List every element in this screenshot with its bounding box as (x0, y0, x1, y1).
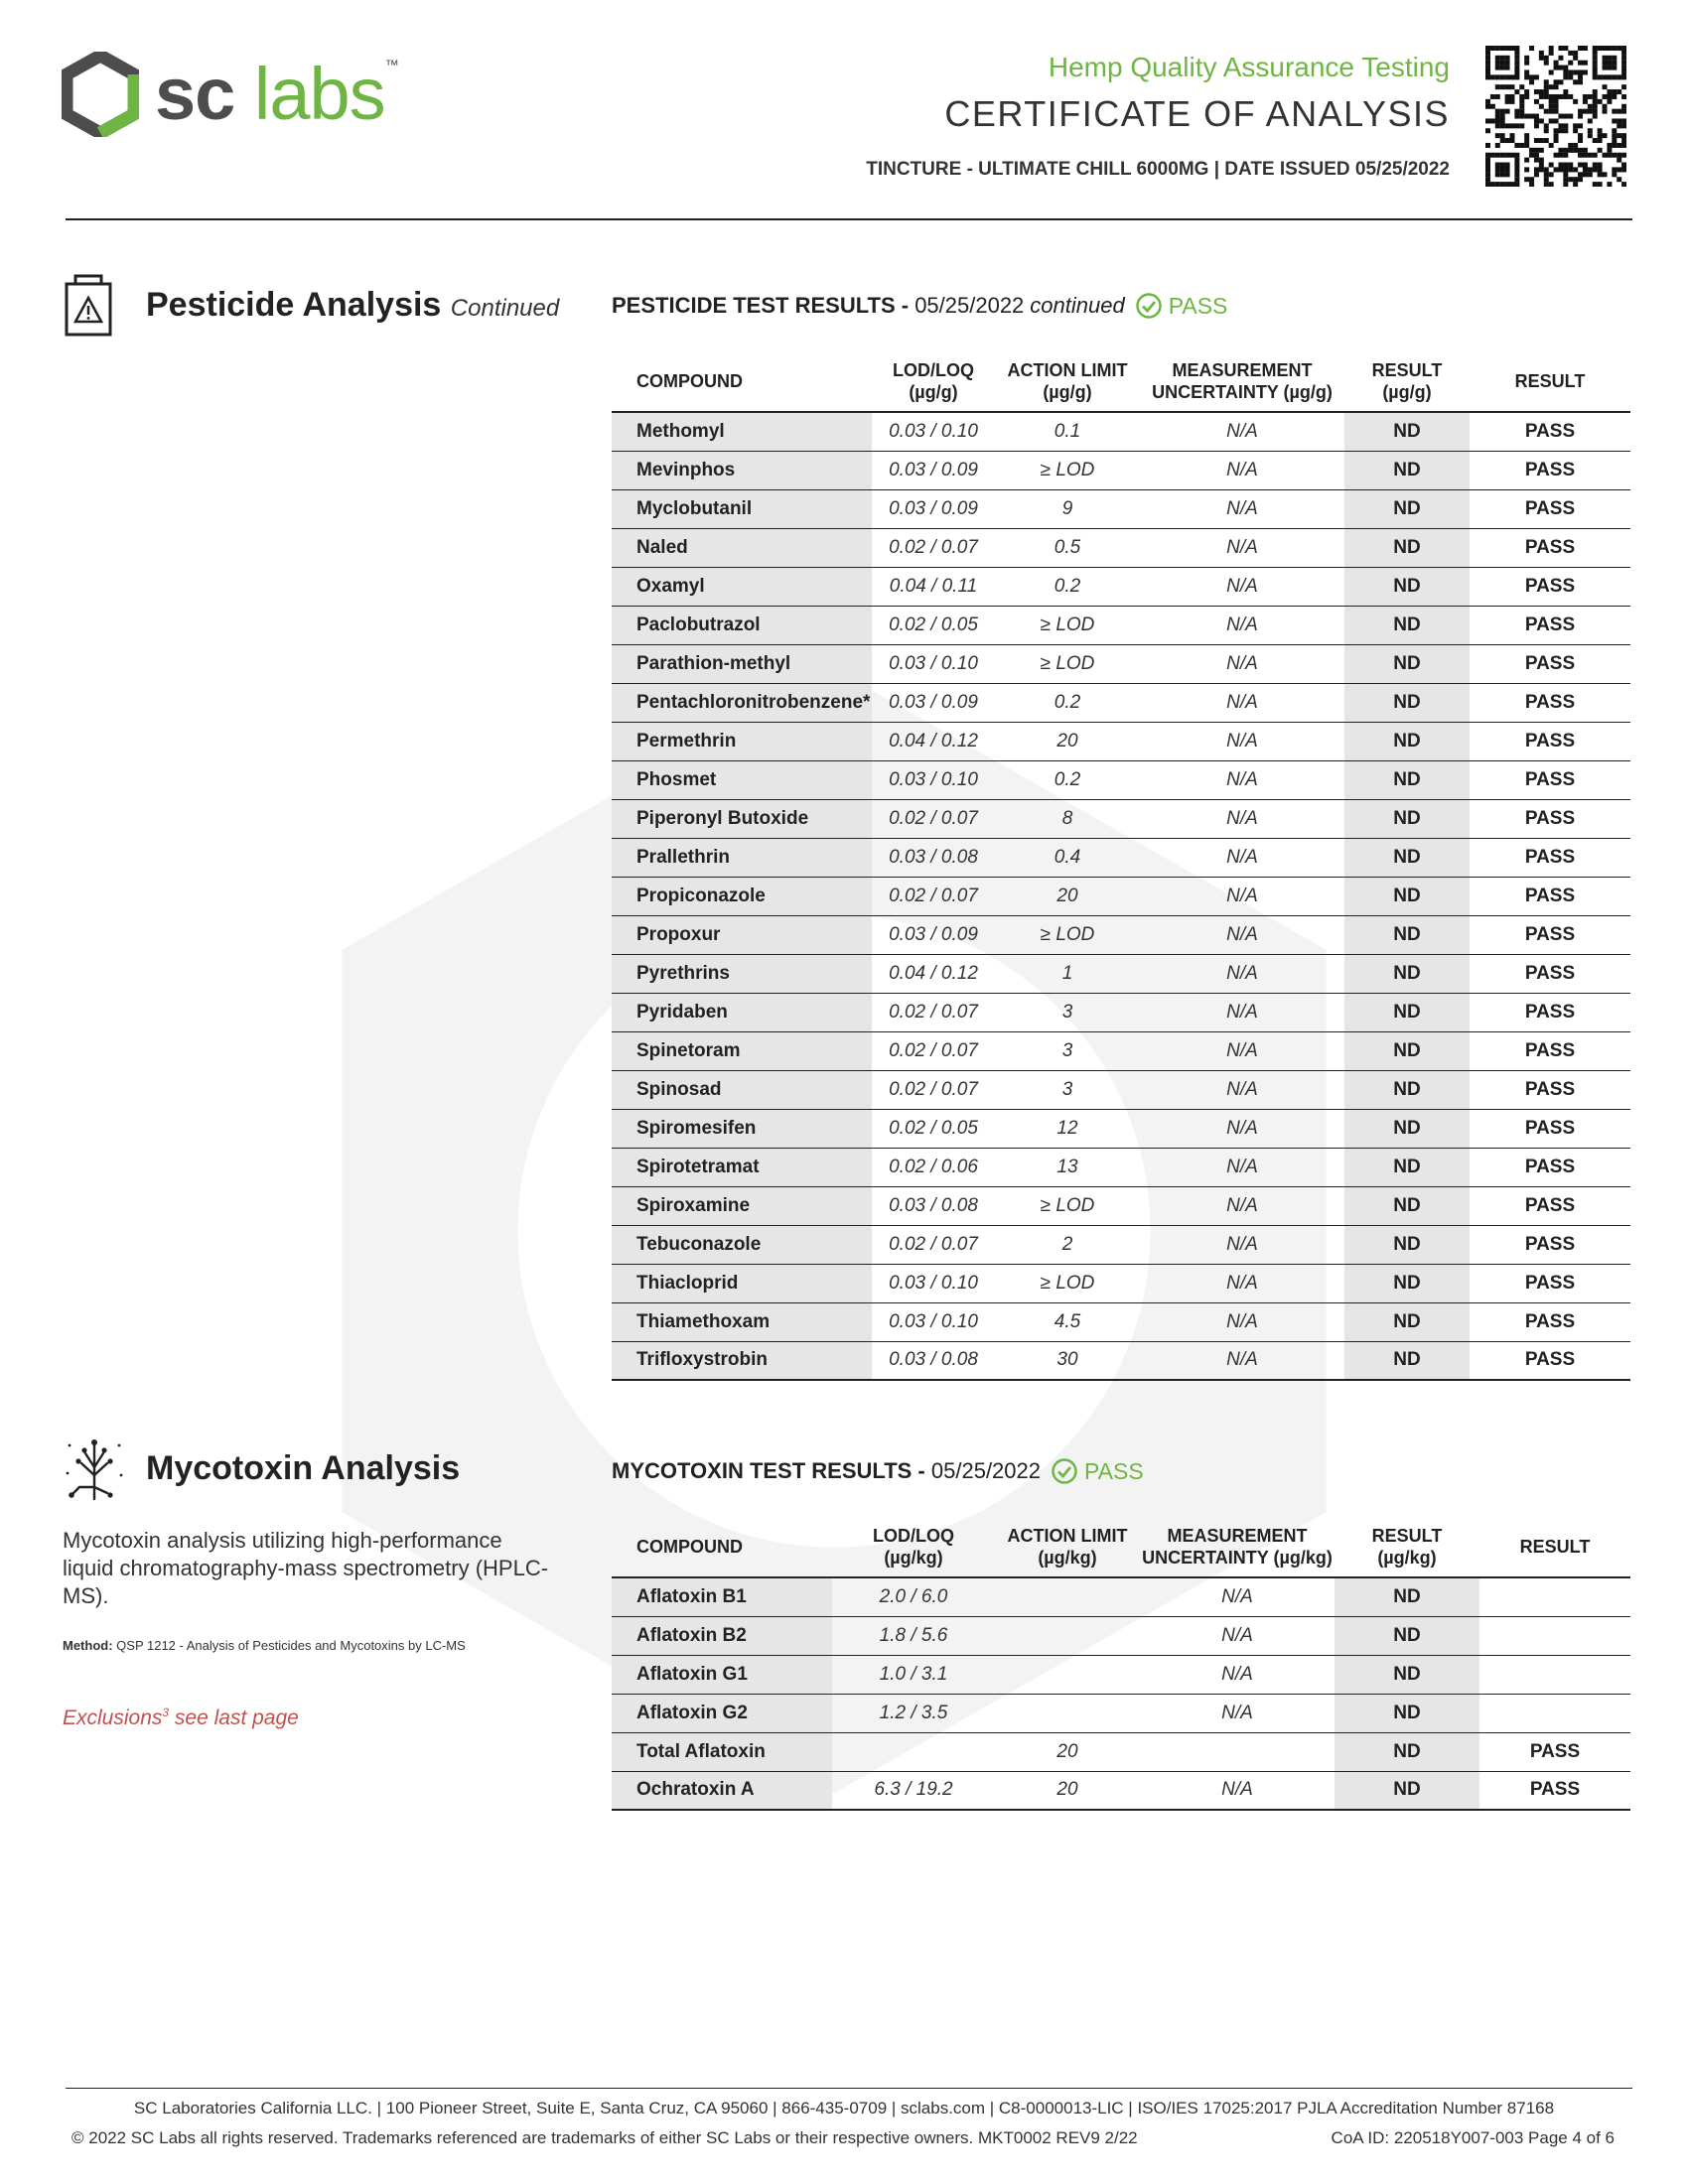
result-value: ND (1344, 528, 1470, 567)
table-row (612, 1225, 1630, 1264)
result-status: PASS (1470, 954, 1630, 993)
compound-name: Oxamyl (612, 567, 872, 606)
lodloq-value: 6.3 / 19.2 (832, 1771, 995, 1810)
lodloq-value: 0.03 / 0.09 (872, 915, 995, 954)
qr-code[interactable] (1485, 46, 1626, 187)
action-limit-value: 20 (995, 722, 1140, 760)
sc-labs-logo (62, 52, 398, 137)
uncertainty-value: N/A (1140, 1264, 1344, 1302)
pesticide-status: PASS (1168, 292, 1228, 319)
uncertainty-value: N/A (1140, 606, 1344, 644)
compound-name: Trifloxystrobin (612, 1341, 872, 1380)
lodloq-value: 0.02 / 0.07 (872, 993, 995, 1031)
action-limit-value: 9 (995, 489, 1140, 528)
table-row (612, 1694, 1630, 1732)
table-row (612, 1070, 1630, 1109)
action-limit-value: 13 (995, 1148, 1140, 1186)
hexagon-logo-icon (62, 52, 139, 137)
table-row (612, 760, 1630, 799)
lodloq-value: 0.02 / 0.06 (872, 1148, 995, 1186)
result-value: ND (1335, 1732, 1479, 1771)
uncertainty-value: N/A (1140, 1577, 1335, 1616)
col-mu-unit: UNCERTAINTY (µg/g) (1152, 381, 1333, 402)
action-limit-value: 4.5 (995, 1302, 1140, 1341)
action-limit-value: 20 (995, 1732, 1140, 1771)
col-mu-unit: UNCERTAINTY (µg/kg) (1142, 1547, 1333, 1568)
logo-wordmark (155, 53, 398, 135)
action-limit-value: ≥ LOD (995, 644, 1140, 683)
action-limit-value: 2 (995, 1225, 1140, 1264)
exclusions-note[interactable] (63, 1706, 299, 1730)
lodloq-value: 0.03 / 0.10 (872, 412, 995, 451)
action-limit-value: 0.2 (995, 567, 1140, 606)
result-status: PASS (1470, 1341, 1630, 1380)
lodloq-value: 1.2 / 3.5 (832, 1694, 995, 1732)
table-row (612, 606, 1630, 644)
lodloq-value: 0.02 / 0.05 (872, 606, 995, 644)
result-value: ND (1344, 1264, 1470, 1302)
uncertainty-value: N/A (1140, 954, 1344, 993)
footer-divider (66, 2088, 1632, 2089)
result-value: ND (1344, 1186, 1470, 1225)
lodloq-value: 0.03 / 0.09 (872, 683, 995, 722)
result-status: PASS (1470, 877, 1630, 915)
uncertainty-value: N/A (1140, 1070, 1344, 1109)
action-limit-value: 20 (995, 877, 1140, 915)
compound-name: Spinosad (612, 1070, 872, 1109)
result-value: ND (1344, 1031, 1470, 1070)
lodloq-value: 0.03 / 0.08 (872, 1341, 995, 1380)
compound-name: Aflatoxin B2 (612, 1616, 832, 1655)
uncertainty-value: N/A (1140, 1031, 1344, 1070)
result-value: ND (1335, 1655, 1479, 1694)
col-result-value (1344, 350, 1470, 412)
lodloq-value: 0.03 / 0.08 (872, 1186, 995, 1225)
compound-name: Total Aflatoxin (612, 1732, 832, 1771)
uncertainty-value: N/A (1140, 915, 1344, 954)
result-status: PASS (1479, 1771, 1630, 1810)
table-row (612, 567, 1630, 606)
mycotoxin-description: Mycotoxin analysis utilizing high-performance liquid chromatography-mass spectrometry (HPLC-MS). (63, 1528, 549, 1608)
lodloq-value: 0.02 / 0.07 (872, 528, 995, 567)
lodloq-value: 2.0 / 6.0 (832, 1577, 995, 1616)
result-status: PASS (1470, 722, 1630, 760)
table-header-row (612, 1516, 1630, 1577)
result-status: PASS (1470, 489, 1630, 528)
action-limit-value: 0.1 (995, 412, 1140, 451)
uncertainty-value: N/A (1140, 1109, 1344, 1148)
action-limit-value: 3 (995, 1070, 1140, 1109)
compound-name: Piperonyl Butoxide (612, 799, 872, 838)
table-row (612, 1109, 1630, 1148)
pesticide-results-continued: continued (1030, 293, 1125, 318)
header-meta: TINCTURE - ULTIMATE CHILL 6000MG | DATE ISSUED 05/25/2022 (866, 159, 1450, 180)
exclusions-suffix: see last page (169, 1706, 299, 1729)
uncertainty-value: N/A (1140, 1302, 1344, 1341)
col-action-unit: (µg/g) (1043, 381, 1092, 402)
table-row (612, 683, 1630, 722)
col-action-unit: (µg/kg) (1038, 1547, 1097, 1568)
col-action-limit (995, 1516, 1140, 1577)
pesticide-results-date: 05/25/2022 (914, 293, 1025, 318)
uncertainty-value: N/A (1140, 1655, 1335, 1694)
table-row (612, 1148, 1630, 1186)
lodloq-value: 0.03 / 0.09 (872, 451, 995, 489)
action-limit-value: 12 (995, 1109, 1140, 1148)
mycotoxin-pass-badge (1051, 1457, 1144, 1485)
pesticide-results-label: PESTICIDE TEST RESULTS - (612, 293, 910, 318)
table-header-row (612, 350, 1630, 412)
result-value: ND (1344, 760, 1470, 799)
mycotoxin-results-table (612, 1516, 1630, 1811)
result-status: PASS (1470, 993, 1630, 1031)
col-measurement-uncertainty (1140, 1516, 1335, 1577)
result-value: ND (1344, 799, 1470, 838)
mycotoxin-results-label: MYCOTOXIN TEST RESULTS - (612, 1458, 925, 1483)
lodloq-value: 0.02 / 0.07 (872, 1031, 995, 1070)
result-value: ND (1344, 412, 1470, 451)
result-value: ND (1335, 1577, 1479, 1616)
table-row (612, 644, 1630, 683)
exclusions-text: Exclusions (63, 1706, 163, 1729)
uncertainty-value: N/A (1140, 1186, 1344, 1225)
col-action-label: ACTION LIMIT (1007, 1525, 1128, 1546)
result-status: PASS (1470, 1264, 1630, 1302)
col-result-label: RESULT (1371, 359, 1443, 380)
table-row (612, 489, 1630, 528)
action-limit-value: 3 (995, 1031, 1140, 1070)
compound-name: Thiacloprid (612, 1264, 872, 1302)
action-limit-value: 8 (995, 799, 1140, 838)
mycotoxin-results-heading (612, 1457, 1144, 1485)
col-lodloq-unit: (µg/kg) (884, 1547, 943, 1568)
uncertainty-value: N/A (1140, 1225, 1344, 1264)
col-lodloq-label: LOD/LOQ (873, 1525, 954, 1546)
action-limit-value: ≥ LOD (995, 451, 1140, 489)
lodloq-value: 0.04 / 0.12 (872, 722, 995, 760)
logo-tm: ™ (384, 57, 398, 72)
uncertainty-value: N/A (1140, 799, 1344, 838)
compound-name: Parathion-methyl (612, 644, 872, 683)
col-lodloq (832, 1516, 995, 1577)
compound-name: Propoxur (612, 915, 872, 954)
uncertainty-value: N/A (1140, 877, 1344, 915)
table-row (612, 451, 1630, 489)
compound-name: Myclobutanil (612, 489, 872, 528)
compound-name: Prallethrin (612, 838, 872, 877)
result-value: ND (1335, 1616, 1479, 1655)
result-value: ND (1344, 1225, 1470, 1264)
mycotoxin-method (63, 1636, 480, 1656)
lodloq-value: 0.03 / 0.10 (872, 760, 995, 799)
mycotoxin-status: PASS (1084, 1457, 1144, 1484)
action-limit-value: 1 (995, 954, 1140, 993)
lodloq-value: 1.8 / 5.6 (832, 1616, 995, 1655)
uncertainty-value: N/A (1140, 722, 1344, 760)
result-value: ND (1344, 993, 1470, 1031)
pesticide-title-text: Pesticide Analysis (146, 286, 442, 324)
uncertainty-value: N/A (1140, 1694, 1335, 1732)
header-divider (66, 218, 1632, 220)
result-status: PASS (1470, 451, 1630, 489)
col-result-status: RESULT (1479, 1516, 1630, 1577)
action-limit-value: 30 (995, 1341, 1140, 1380)
action-limit-value: ≥ LOD (995, 606, 1140, 644)
action-limit-value: 3 (995, 993, 1140, 1031)
table-row (612, 1302, 1630, 1341)
result-value: ND (1344, 644, 1470, 683)
table-row (612, 838, 1630, 877)
table-row (612, 1264, 1630, 1302)
uncertainty-value: N/A (1140, 1341, 1344, 1380)
result-value: ND (1344, 1148, 1470, 1186)
uncertainty-value: N/A (1140, 993, 1344, 1031)
result-status: PASS (1470, 1109, 1630, 1148)
action-limit-value: 0.5 (995, 528, 1140, 567)
pesticide-continued: Continued (450, 295, 560, 322)
table-row (612, 528, 1630, 567)
table-row (612, 1031, 1630, 1070)
col-mu-label: MEASUREMENT (1167, 1525, 1308, 1546)
mycotoxin-results-date: 05/25/2022 (930, 1458, 1041, 1483)
pesticide-section-title (146, 286, 559, 325)
table-row (612, 915, 1630, 954)
pesticide-results-table (612, 350, 1630, 1381)
lodloq-value: 0.02 / 0.07 (872, 1225, 995, 1264)
uncertainty-value: N/A (1140, 1771, 1335, 1810)
compound-name: Pyridaben (612, 993, 872, 1031)
compound-name: Aflatoxin B1 (612, 1577, 832, 1616)
result-status: PASS (1470, 412, 1630, 451)
col-measurement-uncertainty (1140, 350, 1344, 412)
lodloq-value: 0.02 / 0.05 (872, 1109, 995, 1148)
uncertainty-value: N/A (1140, 451, 1344, 489)
compound-name: Spinetoram (612, 1031, 872, 1070)
result-status: PASS (1470, 915, 1630, 954)
result-value: ND (1344, 606, 1470, 644)
table-row (612, 1771, 1630, 1810)
table-row (612, 722, 1630, 760)
col-result-value (1335, 1516, 1479, 1577)
uncertainty-value: N/A (1140, 683, 1344, 722)
compound-name: Pentachloronitrobenzene* (612, 683, 872, 722)
lodloq-value: 1.0 / 3.1 (832, 1655, 995, 1694)
pesticide-pass-badge (1135, 292, 1228, 320)
lodloq-value: 0.03 / 0.08 (872, 838, 995, 877)
result-value: ND (1344, 877, 1470, 915)
logo-sc: sc (155, 53, 235, 135)
compound-name: Spirotetramat (612, 1148, 872, 1186)
col-result-status: RESULT (1470, 350, 1630, 412)
action-limit-value: ≥ LOD (995, 915, 1140, 954)
method-text: QSP 1212 - Analysis of Pesticides and Mycotoxins by LC-MS (112, 1638, 466, 1653)
logo-labs: labs (253, 53, 385, 135)
result-value: ND (1344, 451, 1470, 489)
result-status: PASS (1470, 1225, 1630, 1264)
lodloq-value: 0.04 / 0.12 (872, 954, 995, 993)
action-limit-value (995, 1616, 1140, 1655)
result-value: ND (1344, 722, 1470, 760)
result-value: ND (1344, 915, 1470, 954)
mycotoxin-section-title: Mycotoxin Analysis (146, 1449, 461, 1487)
table-row (612, 1186, 1630, 1225)
result-status: PASS (1470, 683, 1630, 722)
pesticide-results-heading (612, 292, 1227, 320)
pesticide-container-icon (64, 272, 113, 338)
action-limit-value: 0.2 (995, 683, 1140, 722)
compound-name: Permethrin (612, 722, 872, 760)
result-status: PASS (1470, 1186, 1630, 1225)
action-limit-value: 0.4 (995, 838, 1140, 877)
lodloq-value (832, 1732, 995, 1771)
result-status (1479, 1655, 1630, 1694)
lodloq-value: 0.04 / 0.11 (872, 567, 995, 606)
col-result-unit: (µg/g) (1382, 381, 1432, 402)
table-row (612, 412, 1630, 451)
result-status: PASS (1470, 1070, 1630, 1109)
table-row (612, 1341, 1630, 1380)
action-limit-value (995, 1655, 1140, 1694)
result-status: PASS (1470, 1148, 1630, 1186)
uncertainty-value: N/A (1140, 412, 1344, 451)
result-value: ND (1344, 1341, 1470, 1380)
col-result-unit: (µg/kg) (1377, 1547, 1437, 1568)
result-status: PASS (1470, 838, 1630, 877)
result-value: ND (1335, 1771, 1479, 1810)
table-row (612, 1655, 1630, 1694)
result-value: ND (1344, 1070, 1470, 1109)
result-status (1479, 1694, 1630, 1732)
lodloq-value: 0.03 / 0.09 (872, 489, 995, 528)
col-result-label: RESULT (1371, 1525, 1443, 1546)
footer-coa-id: CoA ID: 220518Y007-003 Page 4 of 6 (1331, 2128, 1615, 2147)
col-compound: COMPOUND (612, 350, 872, 412)
action-limit-value: ≥ LOD (995, 1186, 1140, 1225)
check-circle-icon (1051, 1457, 1078, 1485)
lodloq-value: 0.02 / 0.07 (872, 799, 995, 838)
col-lodloq-label: LOD/LOQ (893, 359, 974, 380)
result-value: ND (1344, 954, 1470, 993)
result-status (1479, 1616, 1630, 1655)
col-mu-label: MEASUREMENT (1172, 359, 1313, 380)
footer-copyright: © 2022 SC Labs all rights reserved. Trademarks referenced are trademarks of either SC Labs or their respective owners. MKT0002 REV9 2/22 (71, 2128, 1138, 2147)
table-row (612, 1616, 1630, 1655)
result-status: PASS (1470, 528, 1630, 567)
compound-name: Ochratoxin A (612, 1771, 832, 1810)
result-status: PASS (1470, 606, 1630, 644)
col-action-limit (995, 350, 1140, 412)
result-status: PASS (1470, 567, 1630, 606)
compound-name: Spiromesifen (612, 1109, 872, 1148)
table-row (612, 799, 1630, 838)
uncertainty-value (1140, 1732, 1335, 1771)
compound-name: Tebuconazole (612, 1225, 872, 1264)
col-compound: COMPOUND (612, 1516, 832, 1577)
col-action-label: ACTION LIMIT (1007, 359, 1128, 380)
table-row (612, 954, 1630, 993)
result-value: ND (1344, 489, 1470, 528)
result-value: ND (1344, 838, 1470, 877)
compound-name: Phosmet (612, 760, 872, 799)
uncertainty-value: N/A (1140, 1148, 1344, 1186)
table-row (612, 1732, 1630, 1771)
lodloq-value: 0.03 / 0.10 (872, 1264, 995, 1302)
result-status: PASS (1470, 1031, 1630, 1070)
lodloq-value: 0.03 / 0.10 (872, 1302, 995, 1341)
action-limit-value (995, 1694, 1140, 1732)
header-subtitle: Hemp Quality Assurance Testing (1048, 52, 1450, 82)
table-row (612, 993, 1630, 1031)
lodloq-value: 0.03 / 0.10 (872, 644, 995, 683)
compound-name: Mevinphos (612, 451, 872, 489)
compound-name: Aflatoxin G2 (612, 1694, 832, 1732)
uncertainty-value: N/A (1140, 760, 1344, 799)
compound-name: Pyrethrins (612, 954, 872, 993)
result-value: ND (1344, 567, 1470, 606)
result-value: ND (1344, 1109, 1470, 1148)
result-status: PASS (1470, 1302, 1630, 1341)
compound-name: Naled (612, 528, 872, 567)
action-limit-value: ≥ LOD (995, 1264, 1140, 1302)
check-circle-icon (1135, 292, 1163, 320)
compound-name: Spiroxamine (612, 1186, 872, 1225)
col-lodloq (872, 350, 995, 412)
compound-name: Methomyl (612, 412, 872, 451)
action-limit-value: 20 (995, 1771, 1140, 1810)
method-label: Method: (63, 1638, 113, 1653)
compound-name: Thiamethoxam (612, 1302, 872, 1341)
result-status: PASS (1470, 644, 1630, 683)
footer-company-info: SC Laboratories California LLC. | 100 Pioneer Street, Suite E, Santa Cruz, CA 95060 | 866-435-0709 | sclabs.com | C8-0000013-LIC | ISO/IES 17025:2017 PJLA Accreditation Number 87168 (133, 2099, 1555, 2117)
exclusions-footnote: 3 (162, 1706, 170, 1719)
result-value: ND (1335, 1694, 1479, 1732)
result-status: PASS (1470, 760, 1630, 799)
result-value: ND (1344, 683, 1470, 722)
uncertainty-value: N/A (1140, 528, 1344, 567)
uncertainty-value: N/A (1140, 1616, 1335, 1655)
uncertainty-value: N/A (1140, 644, 1344, 683)
result-status (1479, 1577, 1630, 1616)
result-status: PASS (1479, 1732, 1630, 1771)
lodloq-value: 0.02 / 0.07 (872, 877, 995, 915)
compound-name: Aflatoxin G1 (612, 1655, 832, 1694)
compound-name: Propiconazole (612, 877, 872, 915)
mycotoxin-mold-icon (64, 1433, 125, 1501)
uncertainty-value: N/A (1140, 567, 1344, 606)
result-status: PASS (1470, 799, 1630, 838)
result-value: ND (1344, 1302, 1470, 1341)
header-title: CERTIFICATE OF ANALYSIS (944, 93, 1450, 134)
uncertainty-value: N/A (1140, 489, 1344, 528)
col-lodloq-unit: (µg/g) (909, 381, 958, 402)
uncertainty-value: N/A (1140, 838, 1344, 877)
action-limit-value (995, 1577, 1140, 1616)
compound-name: Paclobutrazol (612, 606, 872, 644)
table-row (612, 1577, 1630, 1616)
action-limit-value: 0.2 (995, 760, 1140, 799)
lodloq-value: 0.02 / 0.07 (872, 1070, 995, 1109)
table-row (612, 877, 1630, 915)
